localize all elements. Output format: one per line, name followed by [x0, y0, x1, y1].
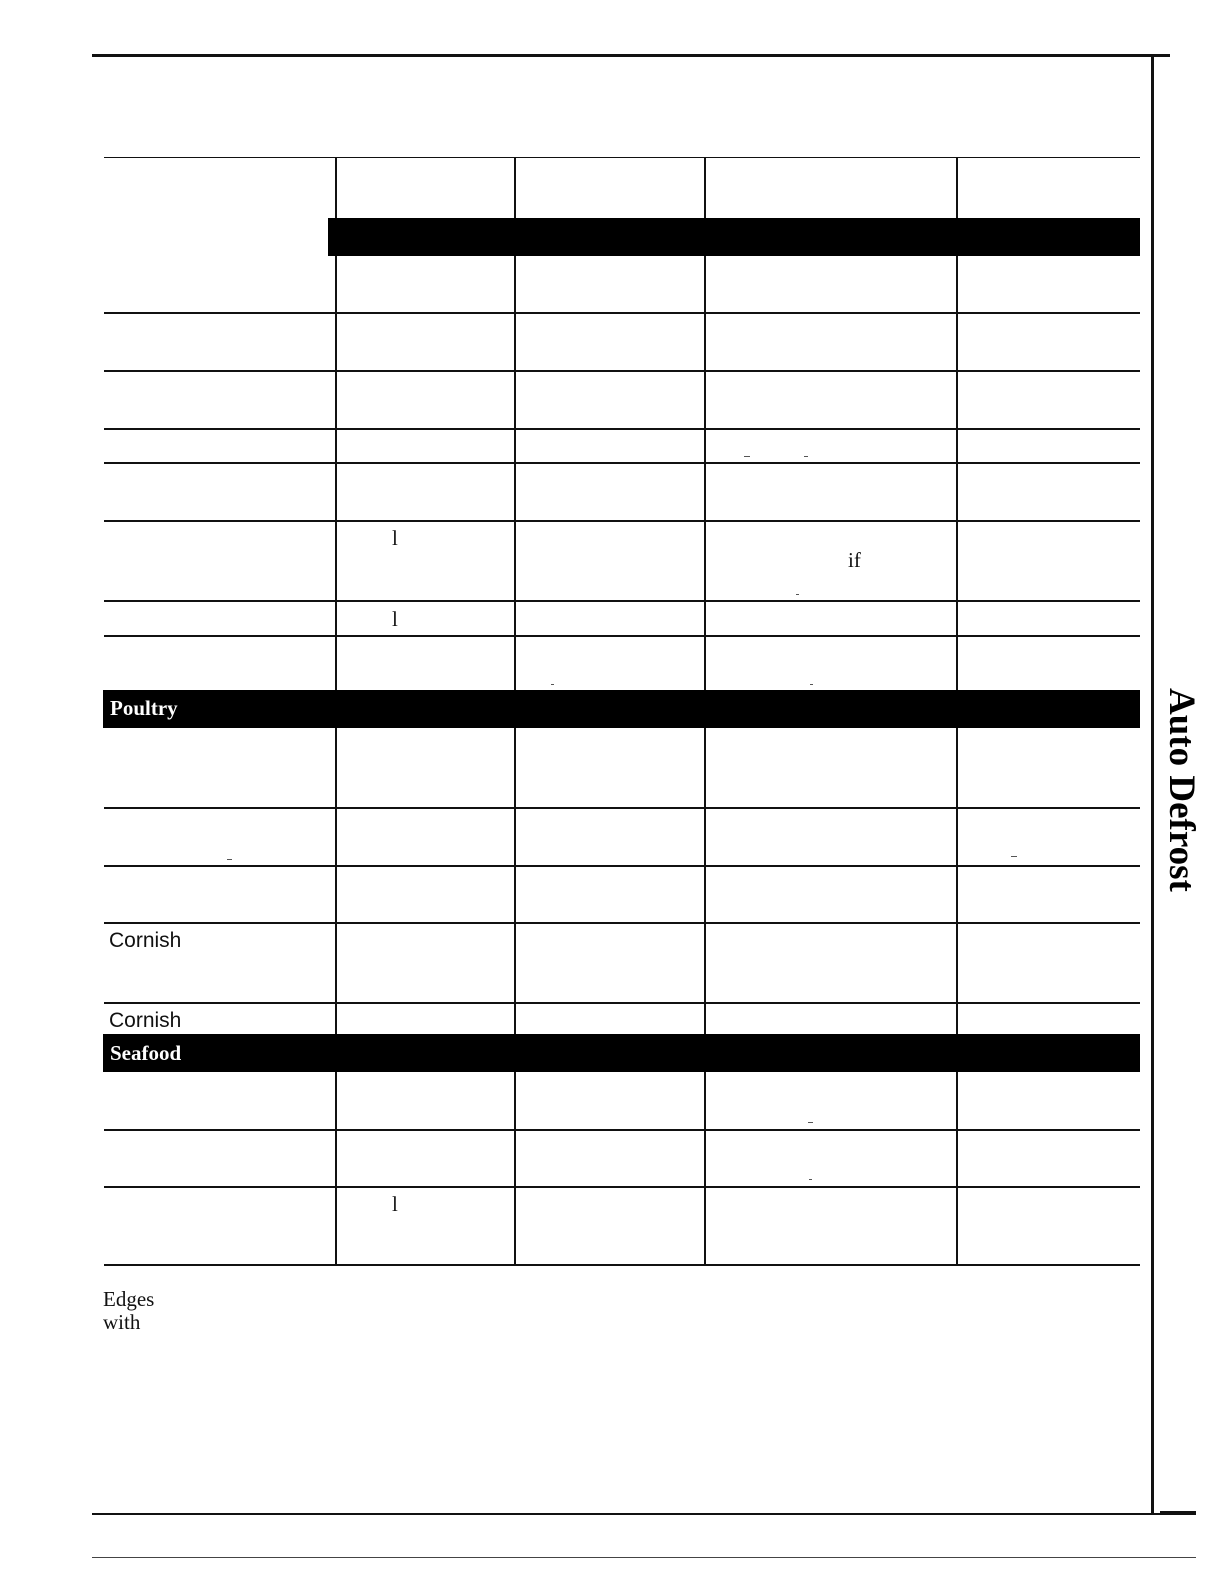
poultry-section-band	[103, 690, 1140, 728]
table-cell-label: Cornish	[109, 1009, 182, 1032]
table-rule	[104, 1002, 1140, 1004]
table-rule	[104, 157, 1140, 158]
table-rule	[104, 312, 1140, 314]
scan-mark	[796, 594, 799, 595]
table-cell: l	[392, 526, 398, 550]
footnote-line: Edges	[103, 1287, 155, 1311]
scan-mark	[804, 456, 808, 457]
scan-mark	[808, 1122, 813, 1123]
scan-mark	[1011, 856, 1017, 857]
table-rule	[104, 600, 1140, 602]
column-rule	[704, 1072, 706, 1265]
table-rule	[104, 370, 1140, 372]
poultry-section-label: Poultry	[110, 696, 178, 720]
bottom-rule	[92, 1513, 1196, 1515]
top-rule	[92, 54, 1170, 57]
side-rule	[1151, 56, 1154, 1514]
table-cell: l	[392, 1192, 398, 1216]
bottom-tick	[1160, 1511, 1196, 1514]
column-rule	[704, 728, 706, 1034]
table-rule	[104, 865, 1140, 867]
scan-mark	[551, 684, 554, 685]
column-rule	[956, 728, 958, 1034]
table-rule	[104, 1186, 1140, 1188]
column-rule	[704, 157, 706, 218]
scan-mark	[744, 456, 750, 457]
column-rule	[514, 256, 516, 690]
table-rule	[104, 635, 1140, 637]
column-rule	[335, 728, 337, 1034]
table-cell: if	[848, 548, 861, 572]
table-rule	[104, 1264, 1140, 1266]
column-rule	[335, 1072, 337, 1265]
column-rule	[956, 157, 958, 218]
scan-mark	[810, 684, 813, 685]
column-rule	[335, 256, 337, 690]
side-tab-title: Auto Defrost	[1161, 688, 1202, 892]
table-rule	[104, 1129, 1140, 1131]
table-cell: l	[392, 607, 398, 631]
scan-mark	[227, 859, 232, 860]
column-rule	[514, 1072, 516, 1265]
footnote-line: with	[103, 1310, 141, 1334]
seafood-section-band	[103, 1034, 1140, 1072]
scan-mark	[809, 1179, 812, 1180]
seafood-section-label: Seafood	[110, 1041, 182, 1065]
table-rule	[104, 520, 1140, 522]
column-rule	[956, 1072, 958, 1265]
footer-rule	[92, 1557, 1196, 1558]
column-rule	[335, 157, 337, 218]
table-rule	[104, 462, 1140, 464]
table-rule	[104, 428, 1140, 430]
table-rule	[104, 922, 1140, 924]
column-rule	[956, 256, 958, 690]
column-rule	[704, 256, 706, 690]
column-rule	[514, 728, 516, 1034]
table-rule	[104, 807, 1140, 809]
column-rule	[514, 157, 516, 218]
table-cell-label: Cornish	[109, 929, 182, 952]
header-band	[328, 218, 1140, 256]
